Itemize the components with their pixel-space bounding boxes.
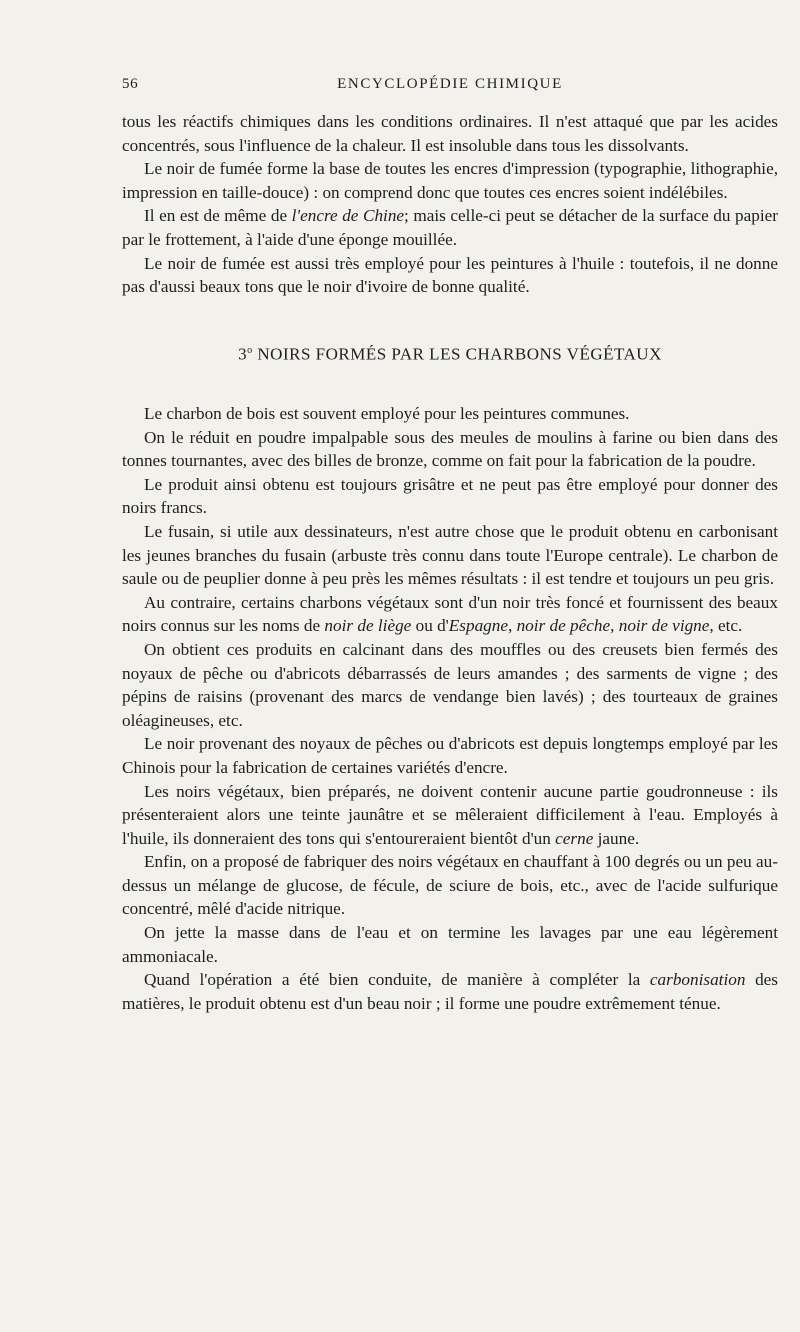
paragraph: On obtient ces produits en calcinant dans des mouffles ou des creusets bien fermés des noyaux de pêche ou d'abricots débarrassés de leurs amandes ; des sarments de vigne ; des pépins de raisins (provenant des marcs de vendange bien lavés) ; des tourteaux de graines oléagineuses, etc.	[122, 639, 778, 730]
italic-term: carbonisation	[649, 970, 746, 990]
paragraph: Le noir de fumée est aussi très employé pour les peintures à l'huile : toutefois, il ne donne pas d'aussi beaux tons que le noir d'ivoire de bonne qualité.	[122, 253, 778, 297]
page-header	[122, 76, 778, 98]
text-run: Il en est de même de	[144, 206, 292, 226]
page-number: 56	[122, 76, 139, 92]
italic-term: noir de vigne	[618, 616, 710, 636]
text-run: des matières, le produit obtenu est d'un beau noir ; il forme une poudre extrêmement ténue.	[122, 970, 778, 1013]
text-run: ; mais celle-ci peut se détacher de la surface du papier par le frottement, à l'aide d'une éponge mouillée.	[122, 206, 778, 249]
running-title: ENCYCLOPÉDIE CHIMIQUE	[337, 76, 563, 92]
italic-term: cerne	[555, 828, 594, 848]
paragraph: Le charbon de bois est souvent employé pour les peintures communes.	[144, 404, 630, 423]
section-number: 3	[238, 344, 248, 364]
paragraph: Le produit ainsi obtenu est toujours grisâtre et ne peut pas être employé pour donner des noirs francs.	[122, 474, 778, 518]
paragraph	[122, 204, 778, 251]
text-run: ou	[411, 616, 438, 636]
text-run: Les noirs végétaux, bien préparés, ne doivent contenir aucune partie goudronneuse : ils présenteraient alors une teinte jaunâtre et se mêleraient difficilement à l'eau. Employés à l'huile, ils donneraient des tons qui s'entoureraient bientôt d'un	[122, 781, 778, 848]
paragraph: tous les réactifs chimiques dans les conditions ordinaires. Il n'est attaqué que par les acides concentrés, sous l'influence de la chaleur. Il est insoluble dans tous les dissolvants.	[122, 112, 778, 155]
italic-term: Espagne	[448, 616, 508, 636]
paragraph: Le noir de fumée forme la base de toutes les encres d'impression (typographie, lithographie, impression en taille-douce) : on comprend donc que toutes ces encres soient indélébiles.	[122, 159, 778, 202]
paragraph: On jette la masse dans de l'eau et on termine les lavages par une eau légèrement ammoniacale.	[122, 923, 778, 966]
italic-term: noir de pêche	[516, 616, 611, 636]
paragraph: On le réduit en poudre impalpable sous des meules de moulins à farine ou bien dans des tonnes tournantes, avec des billes de bronze, comme on fait pour la fabrication de la poudre.	[122, 427, 778, 471]
paragraph: Enfin, on a proposé de fabriquer des noirs végétaux en chauffant à 100 degrés ou un peu au-dessus un mélange de glucose, de fécule, de sciure de bois, etc., avec de l'acide sulfurique concentré, mêlé d'acide nitrique.	[122, 852, 778, 919]
italic-term: l'encre de Chine	[291, 206, 405, 226]
italic-term: noir de liège	[324, 616, 412, 636]
paragraph: Le noir provenant des noyaux de pêches ou d'abricots est depuis longtemps employé par les Chinois pour la fabrication de certaines variétés d'encre.	[122, 734, 778, 777]
text-run: , etc.	[709, 616, 743, 636]
body-text	[122, 110, 778, 1015]
ordinal-suffix: o	[247, 344, 253, 356]
paragraph	[122, 780, 778, 851]
text-run: ,	[507, 616, 517, 636]
text-run: ,	[610, 616, 619, 636]
paragraph	[122, 968, 778, 1015]
section-title-text: NOIRS FORMÉS PAR LES CHARBONS VÉGÉTAUX	[252, 344, 662, 364]
paragraph	[122, 591, 778, 638]
paragraph: Le fusain, si utile aux dessinateurs, n'est autre chose que le produit obtenu en carbonisant les jeunes branches du fusain (arbuste très connu dans toute l'Europe centrale). Le charbon de saule ou de peuplier donne à peu près les mêmes résultats : il est tendre et toujours un peu gris.	[122, 521, 778, 589]
text-run: Au contraire, certains charbons végétaux sont d'un noir très foncé et fournissent des beaux noirs connus sur les noms de	[122, 592, 778, 636]
section-heading	[122, 339, 778, 366]
text-run: Quand l'opération a été bien conduite, de manière à compléter la	[144, 970, 650, 990]
text-run: d'	[437, 616, 449, 636]
text-run: jaune.	[593, 828, 640, 848]
